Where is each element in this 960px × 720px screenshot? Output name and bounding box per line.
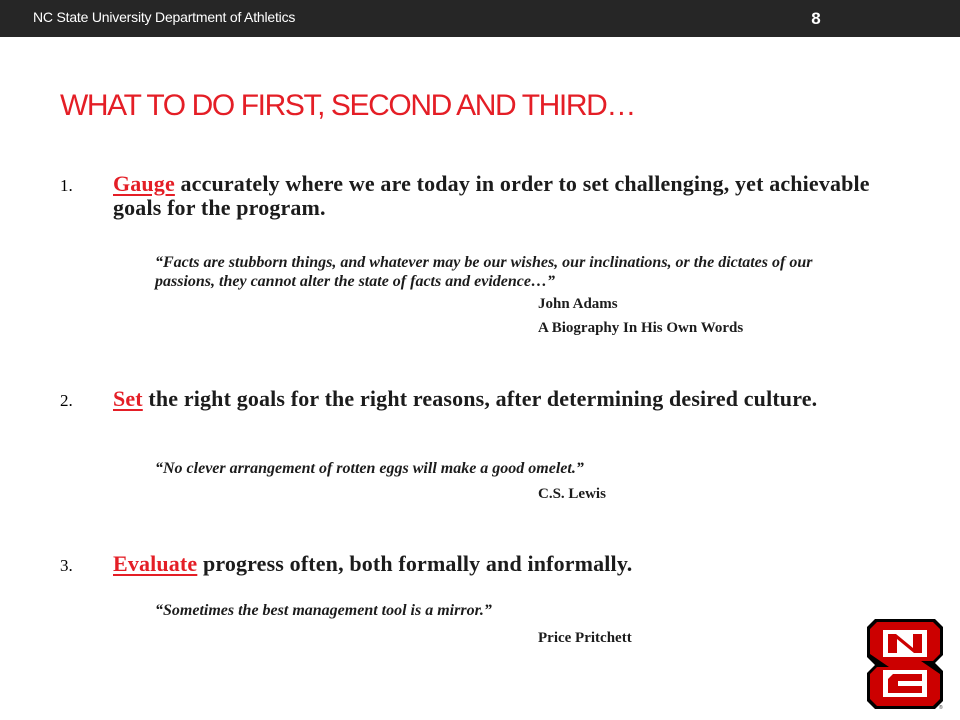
item-2-quote: “No clever arrangement of rotten eggs will make a good omelet.” — [155, 460, 584, 477]
item-1-keyword: Gauge — [113, 171, 175, 196]
nc-state-logo-icon — [865, 617, 945, 711]
item-3-quote: “Sometimes the best management tool is a mirror.” — [155, 602, 492, 619]
item-3-number: 3. — [60, 556, 73, 575]
item-1-number: 1. — [60, 176, 73, 195]
item-3-keyword: Evaluate — [113, 551, 198, 576]
item-1-quote: “Facts are stubborn things, and whatever may be our wishes, our inclinations, or the dictates of our passions, they cannot alter the state of facts and evidence…” — [155, 254, 813, 290]
item-2-body: the right goals for the right reasons, after determining desired culture. — [142, 386, 818, 411]
svg-text:®: ® — [939, 705, 943, 711]
item-2-text — [113, 387, 913, 411]
item-1-body: accurately where we are today in order to set challenging, yet achievable goals for the program. — [113, 171, 870, 220]
item-1-text — [113, 172, 913, 220]
item-2-number: 2. — [60, 391, 73, 410]
item-2-attribution-name: C.S. Lewis — [538, 486, 606, 502]
item-3-text — [113, 552, 913, 576]
item-1-attribution-name: John Adams — [538, 296, 618, 312]
slide-title: WHAT TO DO FIRST, SECOND AND THIRD… — [60, 89, 635, 122]
item-1-attribution-source: A Biography In His Own Words — [538, 320, 744, 336]
item-3-attribution-name: Price Pritchett — [538, 630, 632, 646]
item-2-keyword: Set — [113, 386, 143, 411]
item-3-body: progress often, both formally and informally. — [197, 551, 633, 576]
page-number: 8 — [811, 9, 821, 28]
header-organization: NC State University Department of Athletics — [33, 9, 296, 25]
header-bar — [0, 0, 960, 37]
